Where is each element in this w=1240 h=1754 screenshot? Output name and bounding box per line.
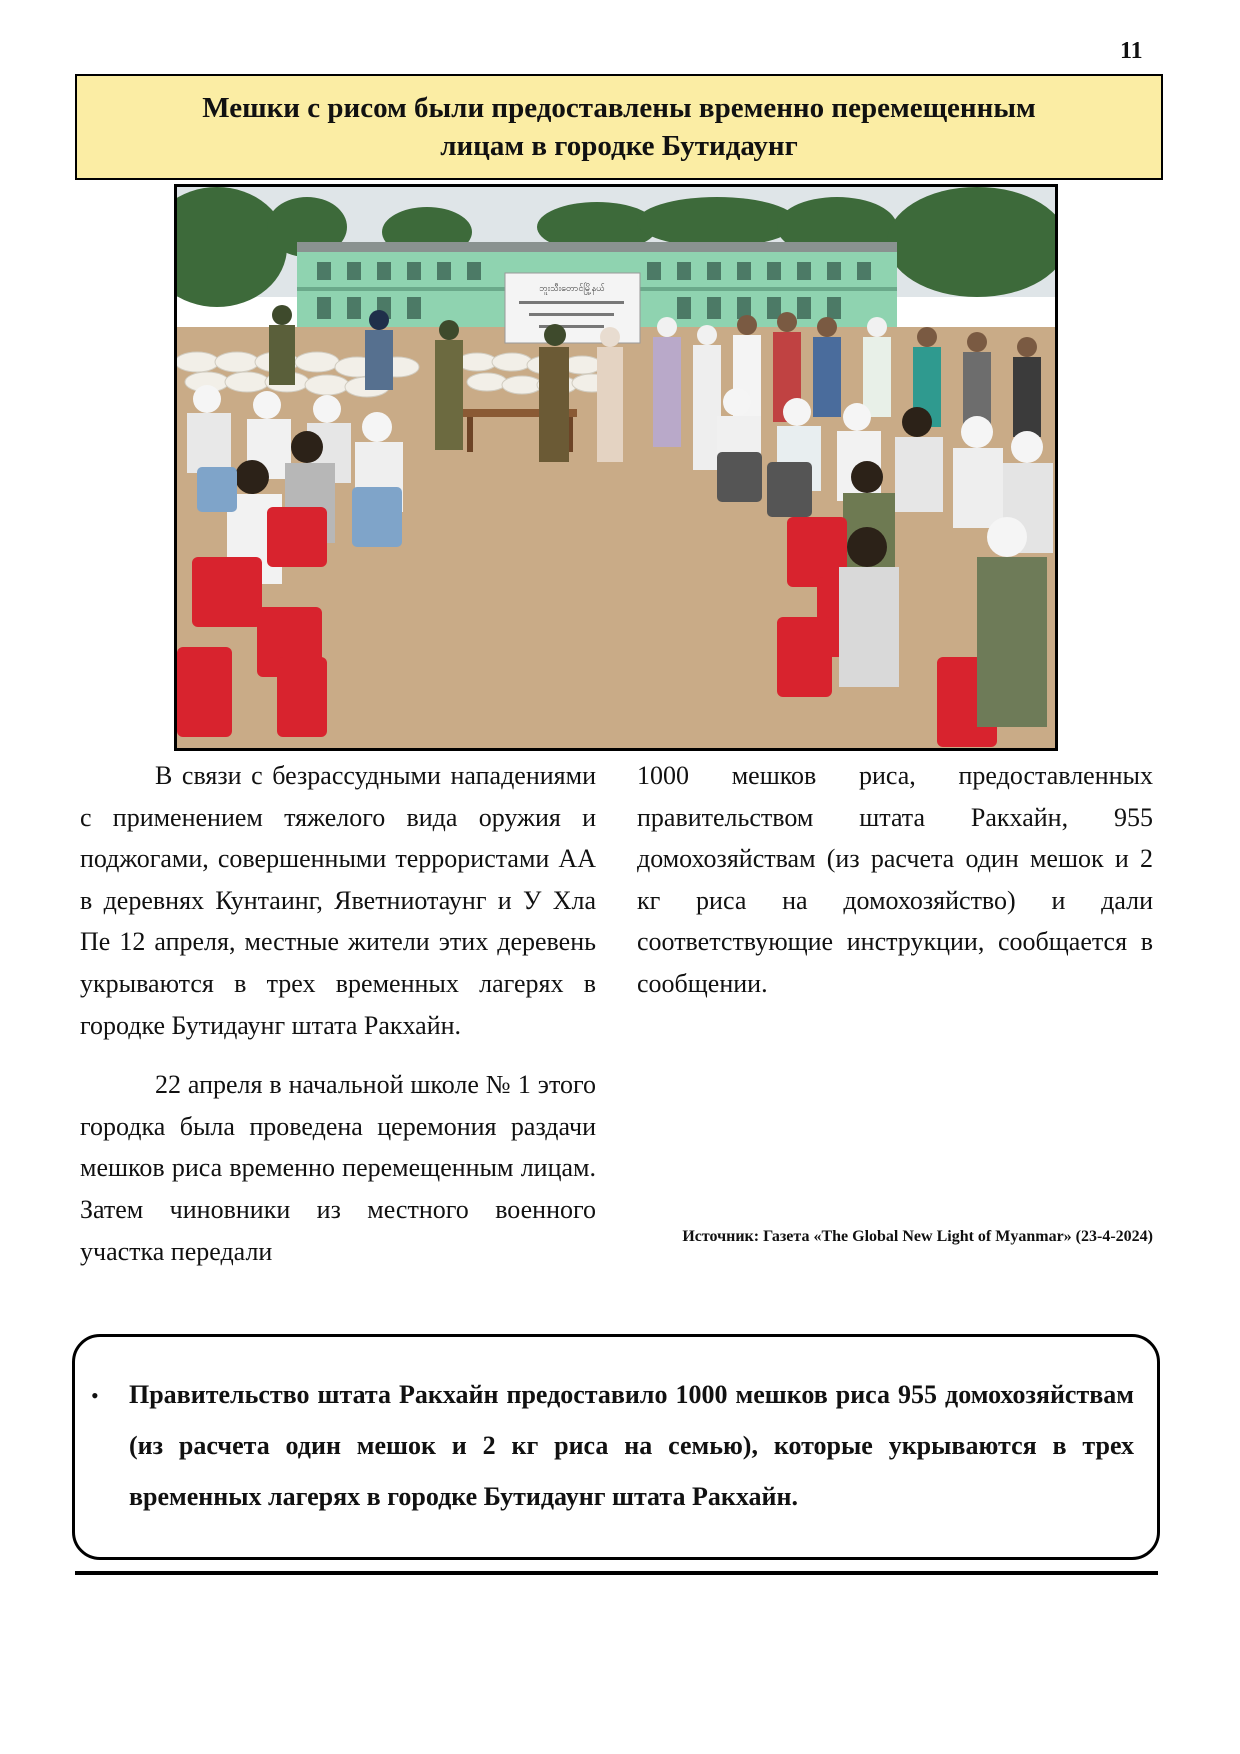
bottom-divider [75,1571,1158,1575]
page-number: 11 [1120,38,1143,64]
article-left-column [80,755,596,1272]
article-paragraph-1: В связи с безрассудными нападениями с применением тяжелого вида оружия и поджогами, совершенными террористами АА в деревнях Кунтаинг, Яветниотаунг и У Хла Пе 12 апреля, местные жители этих деревень укрываются в трех временных лагерях в городке Бутидаунг штата Ракхайн. [80,761,596,1040]
ceremony-banner [505,273,640,343]
summary-text: Правительство штата Ракхайн предоставило 1000 мешков риса 955 домохозяйствам (из расчета один мешок и 2 кг риса на семью), которые укрываются в трех временных лагерях в городке Бутидаунг штата Ракхайн. [129,1380,1134,1511]
page-title: Мешки с рисом были предоставлены временно перемещенным лицам в городке Бутидаунг [202,92,1036,162]
news-photo [174,184,1058,751]
article-paragraph-2: 22 апреля в начальной школе № 1 этого городка была проведена церемония раздачи мешков риса временно перемещенным лицам. Затем чиновники из местного военного участка передали [80,1070,596,1266]
article-right-column [637,755,1153,1005]
summary-box [72,1334,1160,1560]
banner-text: ဘူးသီးတောင်မြို့နယ် [539,284,605,294]
source-citation: Источник: Газета «The Global New Light of Myanmar» (23-4-2024) [682,1228,1153,1245]
bullet-icon: • [91,1383,99,1408]
photo-illustration [177,187,1055,748]
title-banner [75,74,1163,180]
article-paragraph-3: 1000 мешков риса, предоставленных правительством штата Ракхайн, 955 домохозяйствам (из расчета один мешок и 2 кг риса на домохозяйство) и дали соответствующие инструкции, сообщается в сообщении. [637,761,1153,998]
